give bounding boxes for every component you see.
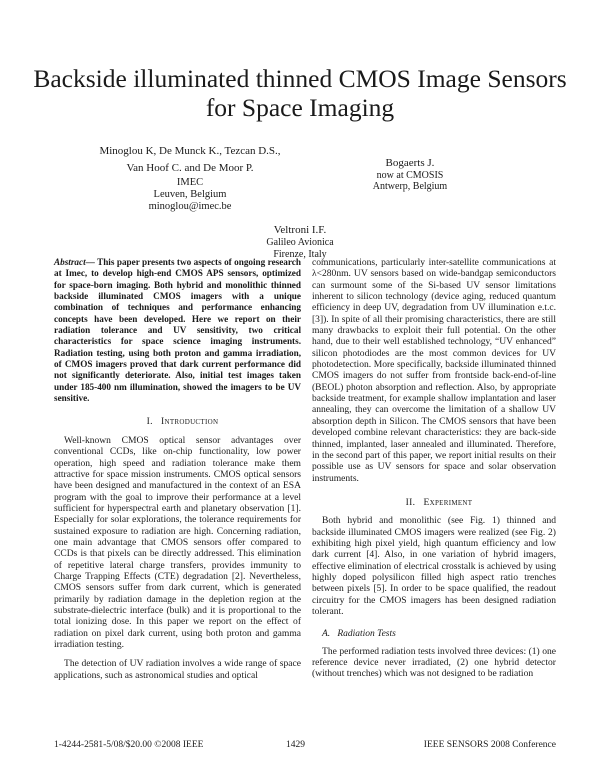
author-city: Antwerp, Belgium xyxy=(372,181,448,192)
paper-title: Backside illuminated thinned CMOS Image Sensors for Space Imaging xyxy=(33,64,567,122)
author-org: now at CMOSIS xyxy=(376,170,444,181)
footer-page-number: 1429 xyxy=(286,740,305,750)
subsection-heading-radiation xyxy=(312,629,556,640)
author-name: Bogaerts J. xyxy=(385,157,435,169)
author-city: Leuven, Belgium xyxy=(153,189,227,200)
uv-paragraph: communications, particularly inter-satellite communications at λ<280nm. UV sensors based on wide-bandgap semiconductors can surmount some of the Si-based UV sensor limitations inherent to silicon technology (device aging, reduced quantum efficiency in deep UV, degradation from UV illumination e.t.c. [3]). In spite of all their promising characteristics, there are still many drawbacks to exploit their full potential. On the other hand, due to their well established technology, “UV enhanced” silicon photodiodes are the most common devices for UV photodetection. More specifically, backside illuminated thinned CMOS imagers do not suffer from frontside back-end-of-line (BEOL) photon absorption and reflection. Also, by appropriate backside treatment, for example shallow implantation and laser annealing, they can overcome the limitation of a shallow UV absorption depth in Silicon. The CMOS sensors that have been developed combine relevant characteristics: they are back-side thinned, implanted, laser annealed and illuminated. Therefore, in the second part of this paper, we report initial results on their possible use as UV sensors for space and solar observation instruments. xyxy=(312,257,556,484)
abstract-lead: Abstract xyxy=(54,257,86,267)
author-names-line1: Minoglou K, De Munck K., Tezcan D.S., xyxy=(99,145,281,157)
author-block-galileo xyxy=(200,223,400,261)
author-block-imec xyxy=(60,143,320,213)
intro-paragraph-1: Well-known CMOS optical sensor advantages over conventional CCDs, like on-chip functionality, low power operation, high speed and radiation tolerance make them attractive for space mission instruments. CMOS optical sensors have been designed and manufactured in the context of an ESA program with the goal to improve their performance at a level sufficient for hyperspectral earth and planetary observation [1]. Especially for solar explorations, the tolerance requirements for sustained exposure to radiation are high. Concerning radiation, one main advantage that CMOS sensors offer compared to CCDs is that pixels can be directly addressed. This elimination of repetitive lateral charge transfers, provides immunity to Charge Trapping Effects (CTE) degradation [2]. Nevertheless, CMOS sensors suffer from dark current, which is generated primarily by radiation damage in the depletion region at the substrate-dielectric interface (bulk) and it is proportional to the total ionizing dose. In this paper we report on the effect of radiation on pixel dark current, using both proton and gamma irradiation testing. xyxy=(54,434,301,650)
subsection-label: A. xyxy=(322,629,331,640)
section-title: Experiment xyxy=(423,496,473,508)
section-heading-experiment xyxy=(312,497,556,508)
author-city: Firenze, Italy xyxy=(273,249,327,260)
footer-isbn: 1-4244-2581-5/08/$20.00 ©2008 IEEE xyxy=(54,740,204,750)
footer-conference: IEEE SENSORS 2008 Conference xyxy=(423,740,556,750)
author-org: IMEC xyxy=(176,177,204,188)
subsection-title: Radiation Tests xyxy=(337,629,396,640)
left-column xyxy=(54,257,301,681)
author-email: minoglou@imec.be xyxy=(148,201,232,212)
author-org: Galileo Avionica xyxy=(266,237,334,248)
author-block-cmosis xyxy=(340,157,480,192)
right-column xyxy=(312,257,556,680)
radiation-paragraph: The performed radiation tests involved three devices: (1) one reference device never irradiated, (2) one hybrid detector (without trenches) which was not designed to be radiation xyxy=(312,645,556,680)
abstract xyxy=(54,257,301,404)
author-names-line2: Van Hoof C. and De Moor P. xyxy=(126,162,254,174)
experiment-paragraph: Both hybrid and monolithic (see Fig. 1) thinned and backside illuminated CMOS imagers were realized (see Fig. 2) exhibiting high pixel yield, high quantum efficiency and low dark current [4]. Also, in one variation of hybrid imagers, effective elimination of electrical crosstalk is achieved by using highly doped polysilicon filled high aspect ratio trenches between pixels [5]. In order to be space qualified, the readout circuitry for the CMOS imagers has been designed radiation tolerant. xyxy=(312,515,556,617)
section-number: I. xyxy=(146,416,153,428)
abstract-text: — This paper presents two aspects of ongoing research at Imec, to develop high-end CMOS APS sensors, optimized for space-born imaging. Both hybrid and monolithic thinned backside illuminated CMOS imagers with a unique combination of techniques and performance enhancing concepts have been developed. Here we report on their radiation tolerance and UV sensitivity, two critical characteristics for space science imaging instruments. Radiation testing, using both proton and gamma irradiation, of CMOS imagers proved that dark current performance did not significantly deteriorate. Also, initial test images taken under 185-400 nm illumination, showed the imagers to be UV sensitive. xyxy=(54,257,301,404)
section-heading-introduction xyxy=(54,416,301,427)
author-name: Veltroni I.F. xyxy=(273,224,327,236)
intro-paragraph-2: The detection of UV radiation involves a wide range of space applications, such as astronomical studies and optical xyxy=(54,658,301,681)
section-title: Introduction xyxy=(160,416,219,428)
section-number: II. xyxy=(405,496,416,508)
